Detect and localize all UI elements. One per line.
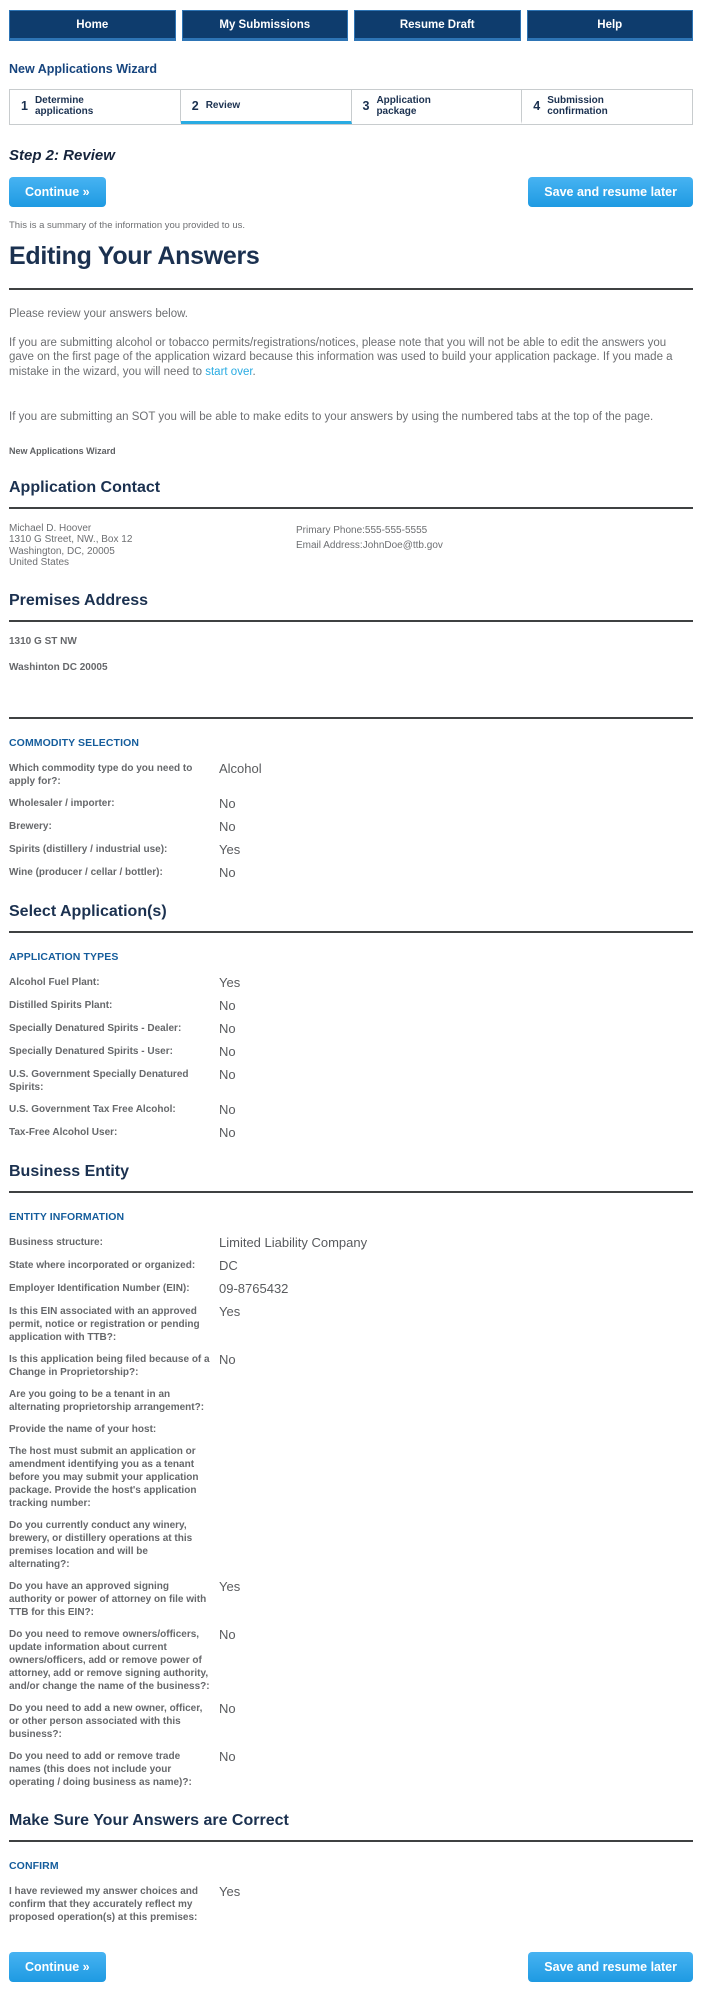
divider: [9, 717, 693, 719]
step-label: Application package: [376, 94, 431, 117]
question-label: I have reviewed my answer choices and confirm that they accurately reflect my proposed operation(s) at this premises:: [9, 1885, 198, 1923]
edit-note-text: If you are submitting alcohol or tobacco permits/registrations/notices, please note that you will not be able to edit the answers you gave on the first page of the application wizard because this information was used to build your application package. If you made a mistake in the wizard, you will need to: [9, 336, 673, 378]
question-label: The host must submit an application or amendment identifying you as a tenant before you may submit your application package. Provide the host's application tracking number:: [9, 1445, 199, 1509]
edit-note: [9, 336, 693, 380]
save-resume-button[interactable]: Save and resume later: [528, 177, 693, 207]
answer-value: Yes: [219, 1303, 241, 1319]
answer-value: Yes: [219, 974, 241, 990]
divider: [9, 620, 693, 622]
qa-row: [9, 843, 693, 857]
divider: [9, 288, 693, 290]
answer-value: 09-8765432: [219, 1280, 289, 1296]
step-label: Determine applications: [34, 94, 94, 117]
entity-information-rows: [9, 1236, 693, 1789]
application-contact-block: [9, 523, 693, 569]
wizard-title: New Applications Wizard: [9, 62, 158, 76]
select-applications-heading: Select Application(s): [9, 902, 167, 920]
contact-detail-line: Email Address:JohnDoe@ttb.gov: [296, 539, 443, 551]
qa-row: [9, 1445, 693, 1510]
qa-row: [9, 976, 693, 990]
qa-row: [9, 1885, 693, 1924]
divider: [9, 931, 693, 933]
question-label: Spirits (distillery / industrial use):: [9, 843, 168, 855]
answer-value: No: [219, 795, 236, 811]
confirm-heading: Make Sure Your Answers are Correct: [9, 1811, 289, 1829]
question-label: Do you need to add a new owner, officer, or other person associated with this business?:: [9, 1702, 203, 1740]
question-label: U.S. Government Specially Denatured Spirits:: [9, 1068, 189, 1093]
qa-row: [9, 999, 693, 1013]
step-tab[interactable]: [522, 90, 692, 124]
qa-row: [9, 1282, 693, 1296]
question-label: Is this application being filed because of a Change in Proprietorship?:: [9, 1353, 210, 1378]
contact-details: [296, 523, 443, 569]
question-label: Is this EIN associated with an approved permit, notice or registration or pending application with TTB?:: [9, 1305, 200, 1343]
qa-row: [9, 1628, 693, 1693]
contact-address-line: United States: [9, 557, 70, 568]
top-navigation: [9, 10, 693, 41]
application-types-rows: [9, 976, 693, 1140]
nav-button[interactable]: Help: [527, 10, 694, 41]
answer-value: Alcohol: [219, 760, 262, 776]
contact-address-line: 1310 G Street, NW., Box 12: [9, 534, 133, 545]
qa-row: [9, 866, 693, 880]
answer-value: No: [219, 1626, 236, 1642]
question-label: Are you going to be a tenant in an alternating proprietorship arrangement?:: [9, 1388, 205, 1413]
question-label: Do you need to add or remove trade names (this does not include your operating / doing business as name)?:: [9, 1750, 192, 1788]
business-entity-heading: Business Entity: [9, 1162, 130, 1180]
nav-button[interactable]: Resume Draft: [354, 10, 521, 41]
step-number: 2: [191, 98, 199, 113]
question-label: Do you have an approved signing authority or power of attorney on file with TTB for this EIN?:: [9, 1580, 207, 1618]
answer-value: No: [219, 997, 236, 1013]
answer-value: Yes: [219, 1578, 241, 1594]
divider: [9, 1840, 693, 1842]
qa-row: [9, 1022, 693, 1036]
bottom-actions: [9, 1952, 693, 1982]
qa-row: [9, 1580, 693, 1619]
edit-note-period: .: [252, 365, 256, 378]
continue-button[interactable]: Continue »: [9, 1952, 106, 1982]
divider: [9, 1191, 693, 1193]
answer-value: Limited Liability Company: [219, 1234, 368, 1250]
qa-row: [9, 1519, 693, 1571]
step-number: 3: [362, 98, 370, 113]
commodity-selection-title: COMMODITY SELECTION: [9, 736, 140, 749]
step-label: Submission confirmation: [547, 94, 608, 117]
answer-value: No: [219, 1124, 236, 1140]
step-tab[interactable]: [10, 90, 181, 124]
start-over-link[interactable]: start over: [205, 365, 253, 378]
step-label: Review: [205, 100, 241, 111]
confirm-title: CONFIRM: [9, 1859, 59, 1872]
answer-value: No: [219, 864, 236, 880]
continue-button[interactable]: Continue »: [9, 177, 106, 207]
confirm-rows: [9, 1885, 693, 1924]
qa-row: [9, 1423, 693, 1436]
question-label: Employer Identification Number (EIN):: [9, 1282, 190, 1294]
contact-address-line: Michael D. Hoover: [9, 522, 92, 534]
premises-city: Washinton DC 20005: [9, 661, 108, 673]
qa-row: [9, 1702, 693, 1741]
answer-value: Yes: [219, 1883, 241, 1899]
answer-value: No: [219, 1748, 236, 1764]
sot-note: If you are submitting an SOT you will be able to make edits to your answers by using the numbered tabs at the top of the page.: [9, 411, 654, 423]
answer-value: Yes: [219, 841, 241, 857]
summary-note: This is a summary of the information you provided to us.: [9, 220, 246, 231]
nav-button[interactable]: My Submissions: [182, 10, 349, 41]
review-note: Please review your answers below.: [9, 308, 188, 320]
qa-row: [9, 1068, 693, 1094]
question-label: U.S. Government Tax Free Alcohol:: [9, 1103, 176, 1115]
question-label: Do you need to remove owners/officers, update information about current owners/officers, add or remove power of attorney, add or remove signing authority, and/or change the name of the business?:: [9, 1628, 210, 1692]
step-tab[interactable]: [352, 90, 523, 124]
step-number: 1: [21, 98, 28, 113]
question-label: Do you currently conduct any winery, brewery, or distillery operations at this premises location and will be alternating?:: [9, 1519, 193, 1570]
answer-value: No: [219, 1020, 236, 1036]
entity-information-title: ENTITY INFORMATION: [9, 1210, 125, 1223]
question-label: Business structure:: [9, 1236, 103, 1248]
question-label: Wholesaler / importer:: [9, 797, 115, 809]
application-types-title: APPLICATION TYPES: [9, 950, 119, 963]
top-actions: [9, 177, 693, 207]
question-label: Wine (producer / cellar / bottler):: [9, 866, 163, 878]
question-label: Brewery:: [9, 820, 52, 832]
question-label: Distilled Spirits Plant:: [9, 999, 113, 1011]
answer-value: No: [219, 1700, 236, 1716]
answer-value: No: [219, 818, 236, 834]
step-tab[interactable]: [181, 90, 352, 124]
qa-row: [9, 762, 693, 788]
answer-value: No: [219, 1066, 236, 1082]
step-number: 4: [533, 98, 541, 113]
qa-row: [9, 1305, 693, 1344]
qa-row: [9, 820, 693, 834]
answer-value: DC: [219, 1257, 238, 1273]
answer-value: No: [219, 1351, 236, 1367]
commodity-selection-rows: [9, 762, 693, 880]
qa-row: [9, 1750, 693, 1789]
step-tabs: [9, 89, 693, 125]
qa-row: [9, 797, 693, 811]
divider: [9, 507, 693, 509]
premises-street: 1310 G ST NW: [9, 635, 77, 647]
application-contact-heading: Application Contact: [9, 478, 161, 496]
qa-row: [9, 1236, 693, 1250]
qa-row: [9, 1126, 693, 1140]
answer-value: No: [219, 1043, 236, 1059]
question-label: Specially Denatured Spirits - User:: [9, 1045, 173, 1057]
page-title: Editing Your Answers: [9, 242, 260, 270]
save-resume-button[interactable]: Save and resume later: [528, 1952, 693, 1982]
contact-address-line: Washington, DC, 20005: [9, 545, 115, 557]
premises-address-heading: Premises Address: [9, 591, 149, 609]
contact-detail-line: Primary Phone:555-555-5555: [296, 524, 428, 536]
qa-row: [9, 1353, 693, 1379]
qa-row: [9, 1259, 693, 1273]
qa-row: [9, 1388, 693, 1414]
nav-button[interactable]: Home: [9, 10, 176, 41]
contact-address: [9, 523, 296, 569]
question-label: Which commodity type do you need to apply for?:: [9, 762, 193, 787]
question-label: Provide the name of your host:: [9, 1423, 157, 1435]
question-label: Tax-Free Alcohol User:: [9, 1126, 118, 1138]
wizard-small-label: New Applications Wizard: [9, 445, 116, 456]
question-label: Specially Denatured Spirits - Dealer:: [9, 1022, 182, 1034]
answer-value: No: [219, 1101, 236, 1117]
step-heading: Step 2: Review: [9, 147, 115, 164]
question-label: State where incorporated or organized:: [9, 1259, 196, 1271]
qa-row: [9, 1103, 693, 1117]
qa-row: [9, 1045, 693, 1059]
question-label: Alcohol Fuel Plant:: [9, 976, 100, 988]
